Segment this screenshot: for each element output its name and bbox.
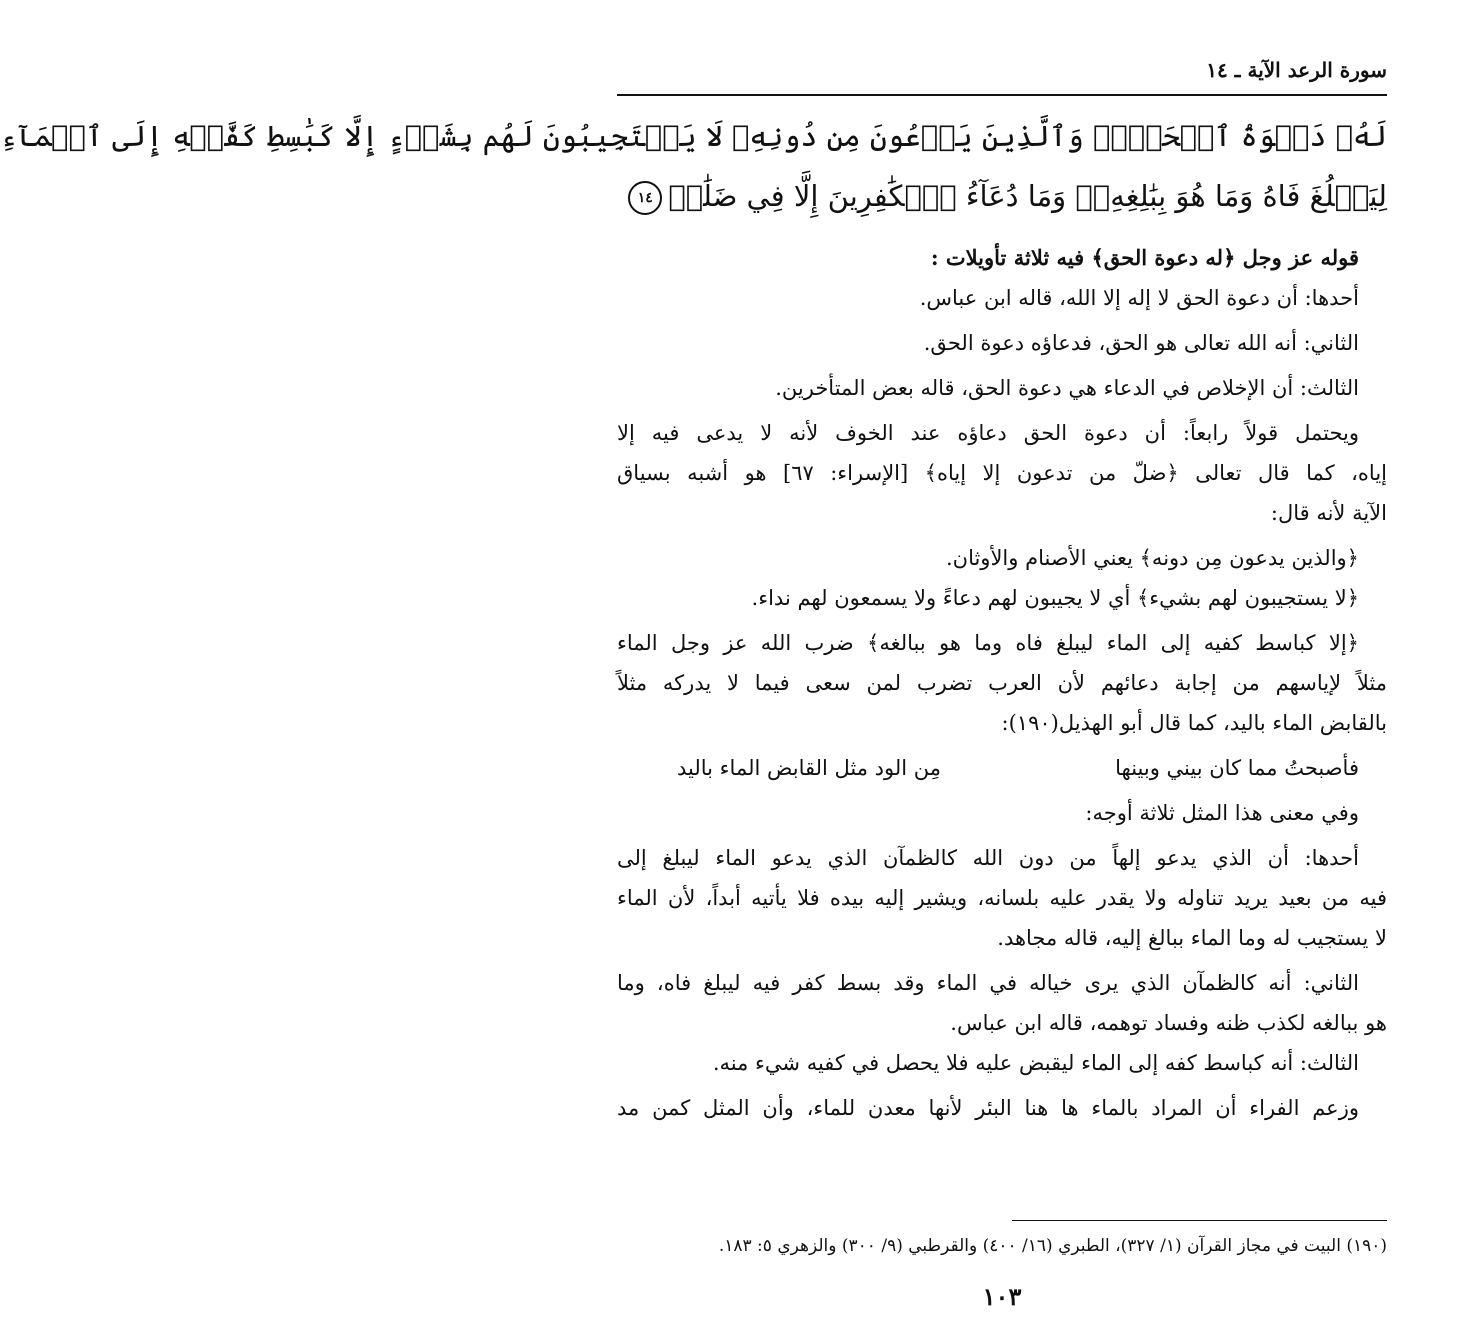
text-line: وفي معنى هذا المثل ثلاثة أوجه: (1085, 801, 1359, 825)
text-line: الثاني: أنه كالظمآن الذي يرى خياله في الماء وقد بسط كفر فيه ليبلغ فاه، وما (617, 971, 1359, 995)
poem-second-hemistich: مِن الود مثل القابض الماء باليد (677, 756, 942, 780)
text-line: الثالث: أنه كباسط كفه إلى الماء ليقبض عليه فلا يحصل في كفيه شيء منه. (712, 1051, 1359, 1075)
header-rule (617, 94, 1387, 96)
footnote-rule (1012, 1220, 1387, 1221)
page-number: ١٠٣ (982, 1282, 1022, 1311)
poem-verse (617, 748, 1387, 788)
text-line: هو ببالغه لكذب ظنه وفساد توهمه، قاله ابن عباس. (950, 1011, 1387, 1035)
text-line: ﴿إلا كباسط كفيه إلى الماء ليبلغ فاه وما هو ببالغه﴾ ضرب الله عز وجل الماء (617, 631, 1359, 655)
text-line: لا يستجيب له وما الماء ببالغ إليه، قاله مجاهد. (997, 926, 1387, 950)
text-line: الآية لأنه قال: (1270, 501, 1387, 525)
text-line: إياه، كما قال تعالى ﴿ضلّ من تدعون إلا إياه﴾ [الإسراء: ٦٧] هو أشبه بسياق (617, 461, 1387, 485)
quran-verse (0, 106, 1387, 226)
footnote: (١٩٠) البيت في مجاز القرآن (١/ ٣٢٧)، الطبري (١٦/ ٤٠٠) والقرطبي (٩/ ٣٠٠) والزهري ٥: ١٨٣. (718, 1236, 1387, 1256)
verse-number-marker: ١٤ (628, 181, 662, 215)
text-line: ﴿لا يستجيبون لهم بشيء﴾ أي لا يجيبون لهم دعاءً ولا يسمعون لهم نداء. (751, 586, 1359, 610)
text-line (617, 238, 1387, 278)
text-line: الثالث: أن الإخلاص في الدعاء هي دعوة الحق، قاله بعض المتأخرين. (775, 376, 1359, 400)
text-line: وزعم الفراء أن المراد بالماء ها هنا البئر لأنها معدن للماء، وأن المثل كمن مد (617, 1096, 1359, 1120)
text-line: أحدها: أن الذي يدعو إلهاً من دون الله كالظمآن الذي يدعو الماء ليبلغ إلى (617, 846, 1359, 870)
text-line: الثاني: أنه الله تعالى هو الحق، فدعاؤه دعوة الحق. (923, 331, 1359, 355)
text-line: مثلاً لإياسهم من إجابة دعائهم لأن العرب تضرب لمن سعى فيما لا يدركه مثلاً (617, 671, 1387, 695)
text-line-content: قوله عز وجل ﴿له دعوة الحق﴾ فيه ثلاثة تأويلات : (930, 245, 1359, 270)
text-line: ﴿والذين يدعون مِن دونه﴾ يعني الأصنام والأوثان. (945, 546, 1359, 570)
text-line: ويحتمل قولاً رابعاً: أن دعوة الحق دعاؤه عند الخوف لأنه لا يدعى فيه إلا (617, 421, 1359, 445)
text-line: فيه من بعيد يريد تناوله ولا يقدر عليه بلسانه، ويشير إليه بيده فلا يأتيه أبداً، لأن الماء (617, 886, 1387, 910)
commentary-text (617, 238, 1387, 1128)
book-page (0, 50, 1387, 1320)
text-line: بالقابض الماء باليد، كما قال أبو الهذيل(١٩٠): (1001, 711, 1387, 735)
poem-first-hemistich: فأصبحتُ مما كان بيني وبينها (1115, 756, 1359, 780)
verse-line-2 (617, 166, 1387, 226)
verse-line-1: لَهُۥ دَعۡوَةُ ٱلۡحَقِّۖ وَٱلَّذِينَ يَدۡعُونَ مِن دُونِهِۦ لَا يَسۡتَجِيبُونَ لَهُم بِشَيۡءٍ إِلَّا كَبَٰسِطِ كَفَّيۡهِ إِلَى ٱلۡمَآءِ (0, 119, 1387, 153)
verse-line-2-text: لِيَبۡلُغَ فَاهُ وَمَا هُوَ بِبَٰلِغِهِۦۚ وَمَا دُعَآءُ ٱلۡكَٰفِرِينَ إِلَّا فِي ضَلَٰلٖ (668, 179, 1387, 213)
text-line: أحدها: أن دعوة الحق لا إله إلا الله، قاله ابن عباس. (919, 286, 1359, 310)
running-header: سورة الرعد الآية ـ ١٤ (1206, 58, 1387, 82)
